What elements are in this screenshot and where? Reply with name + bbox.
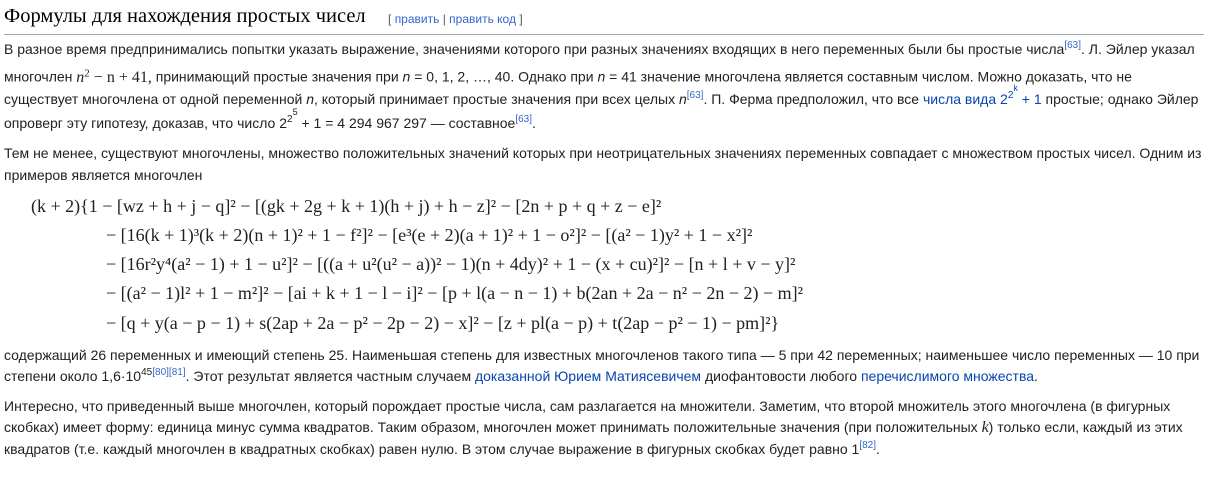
paragraph-1-line-4 xyxy=(4,107,1212,135)
text: степени около 1,6·10 xyxy=(4,368,142,384)
paragraph-2-line-1: Тем не менее, существуют многочлены, множество положительных значений которых при неотрицательных значениях переменных совпадает с множеством простых чисел. Одним из xyxy=(4,145,1202,161)
text: принимающий простые значения при xyxy=(151,68,399,85)
sup-2: 2 xyxy=(287,114,293,125)
text: + 1 = 4 294 967 297 — составное xyxy=(297,115,516,131)
fermat-numbers-link[interactable] xyxy=(922,83,1042,107)
sup-k: k xyxy=(1013,83,1018,93)
var-k: k xyxy=(981,419,989,436)
sup-5: 5 xyxy=(292,107,298,117)
section-heading xyxy=(4,0,1204,35)
text: . xyxy=(532,115,536,131)
edit-separator: | xyxy=(439,12,450,26)
text: . Этот результат является частным случаем xyxy=(185,368,472,384)
formula-line-2: − [16(k + 1)³(k + 2)(n + 1)² + 1 − f²]² − [e³(e + 2)(a + 1)² + 1 − o²]² − [(a² − 1)y² + 1 − x²]² xyxy=(106,225,753,245)
text: . xyxy=(1034,368,1038,384)
var-n: n xyxy=(306,91,314,107)
text: . Л. Эйлер указал xyxy=(1081,41,1195,57)
reference-63[interactable]: [63] xyxy=(686,90,704,101)
paragraph-1-line-2 xyxy=(4,64,1212,87)
paragraph-1-line-1 xyxy=(4,40,1212,61)
text: опроверг эту гипотезу, доказав, что число 2 xyxy=(4,115,288,131)
text: существует многочлена от одной переменной xyxy=(4,91,303,107)
paragraph-4-line-1: Интересно, что приведенный выше многочлен, который порождает простые числа, сам разлагается на множители. Заметим, что второй множитель этого многочлена (в фигурных xyxy=(4,398,1171,414)
sup-2: 2 xyxy=(1007,90,1014,101)
link-text: числа вида 2 xyxy=(922,91,1008,107)
exponent-45: 45 xyxy=(141,367,153,378)
text: скобках) имеет форму: единица минус сумма квадратов. Таким образом, многочлен может принимать положительные значения (при положительных xyxy=(4,419,978,435)
paragraph-3-line-2 xyxy=(4,367,1212,388)
link-sup xyxy=(1007,83,1018,101)
text: диофантовости любого xyxy=(701,368,858,384)
edit-bracket-open: [ xyxy=(388,12,392,26)
power xyxy=(287,107,298,125)
math-var: n xyxy=(76,68,85,86)
paragraph-2-line-2: примеров является многочлен xyxy=(4,167,203,183)
edit-link[interactable]: править xyxy=(394,12,440,26)
edit-code-link[interactable]: править код xyxy=(449,12,516,26)
formula-line-5: − [q + y(a − p − 1) + s(2ap + 2a − p² − 2p − 2) − x]² − [z + pl(a − p) + t(2ap − p² − 1) − pm]²} xyxy=(106,313,780,333)
text: . xyxy=(876,441,880,457)
formula-line-3: − [16r²y⁴(a² − 1) + 1 − u²]² − [((a + u²(u² − a))² − 1)(n + 4dy)² + 1 − (x + cu)²]² − [n + l + v − y]² xyxy=(106,254,796,274)
edit-bracket-close: ] xyxy=(519,12,523,26)
text: многочлен xyxy=(4,68,73,85)
link-text: + 1 xyxy=(1017,91,1042,107)
edit-links xyxy=(388,12,523,26)
text: . П. Ферма предположил, что все xyxy=(703,91,920,107)
paragraph-3-line-1: содержащий 26 переменных и имеющий степень 25. Наименьшая степень для известных многочленов такого типа — 5 при 42 переменных; наименьшее число переменных — 10 при xyxy=(4,347,1200,363)
math-exp: 2 xyxy=(84,67,90,79)
formula-line-4: − [(a² − 1)l² + 1 − m²]² − [ai + k + 1 − l − i]² − [p + l(a − n − 1) + b(2an + 2a − n² − 2n − 2) − m]² xyxy=(106,283,804,303)
reference-80[interactable]: [80] xyxy=(152,367,169,378)
var-n: n xyxy=(678,91,687,107)
paragraph-4-line-3 xyxy=(4,440,1212,461)
matiyasevich-link[interactable]: доказанной Юрием Матиясевичем xyxy=(474,368,702,384)
section-title: Формулы для нахождения простых чисел xyxy=(4,5,366,27)
reference-63[interactable]: [63] xyxy=(1064,40,1082,51)
var-n: n xyxy=(597,68,606,85)
var-n: n xyxy=(402,68,411,85)
euler-polynomial xyxy=(76,69,152,85)
text: , который принимает простые значения при всех целых xyxy=(314,91,676,107)
text: ) только если, каждый из этих xyxy=(988,419,1183,435)
paragraph-1-line-3 xyxy=(4,83,1212,111)
formula-line-1: (k + 2){1 − [wz + h + j − q]² − [(gk + 2g + k + 1)(h + j) + h − z]² − [2n + p + q + z − e]² xyxy=(31,196,662,216)
text: простые; однако Эйлер xyxy=(1041,91,1199,107)
math-text: − n + 41, xyxy=(89,68,152,86)
text: В разное время предпринимались попытки указать выражение, значениями которого при разных значениях входящих в него переменных были бы простые числа xyxy=(4,41,1065,57)
text: = 0, 1, 2, …, 40. Однако при xyxy=(414,68,594,85)
text: = 41 значение многочлена является составным числом. Можно доказать, что не xyxy=(609,68,1132,85)
reference-81[interactable]: [81] xyxy=(168,367,186,378)
paragraph-4-line-2 xyxy=(4,418,1212,437)
text: квадратов (т.е. каждый многочлен в квадратных скобках) равен нулю. В этом случае выражение в фигурных скобках будет равно 1 xyxy=(4,441,860,457)
reference-63[interactable]: [63] xyxy=(515,114,533,125)
enumerable-set-link[interactable]: перечислимого множества xyxy=(860,368,1035,384)
reference-82[interactable]: [82] xyxy=(859,440,877,451)
